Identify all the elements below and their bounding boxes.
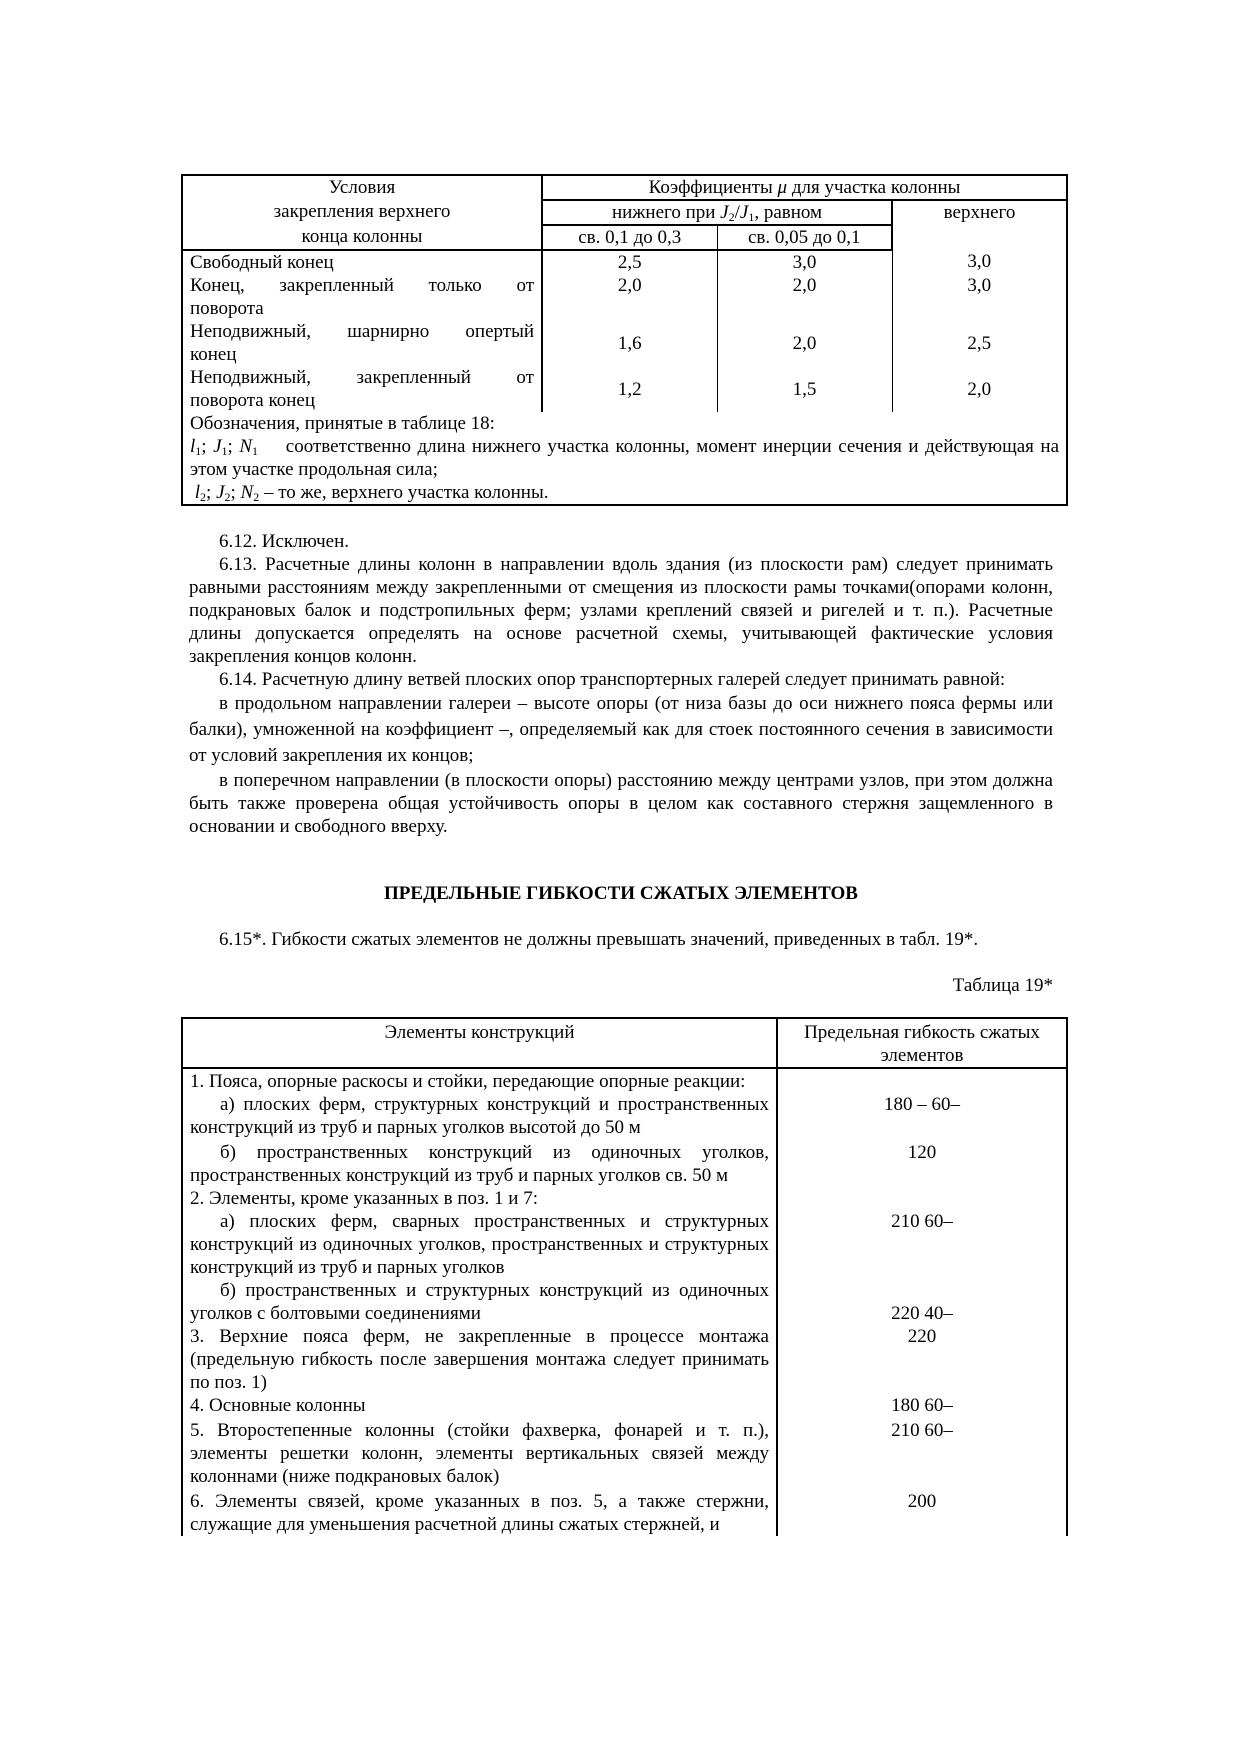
row-label: Неподвижный, шарнирно опертый конец <box>182 320 542 366</box>
table-row <box>182 1139 1067 1187</box>
body-text-2 <box>189 928 1053 951</box>
item-text: 4. Основные колонны <box>182 1394 777 1417</box>
row-label: Конец, закрепленный только от поворота <box>182 274 542 320</box>
table-row <box>182 1279 1067 1325</box>
item-value: 220 40– <box>777 1279 1067 1325</box>
table-row <box>182 320 1067 366</box>
head-sub-2: св. 0,05 до 0,1 <box>717 225 892 250</box>
table-row <box>182 1417 1067 1488</box>
row-value: 2,0 <box>542 274 717 320</box>
note-1: $l_1$; $J_1$; $N_1$ соответственно длина нижнего участка колонны, момент инерции сечения и действующая на этом участке продольная сила; <box>190 436 1060 480</box>
item-value: 180 60– <box>777 1394 1067 1417</box>
row-value: 2,0 <box>717 320 892 366</box>
table-row <box>182 1093 1067 1139</box>
section-heading: ПРЕДЕЛЬНЫЕ ГИБКОСТИ СЖАТЫХ ЭЛЕМЕНТОВ <box>384 883 858 904</box>
item-text: 3. Верхние пояса ферм, не закрепленные в процессе монтажа (предельную гибкость после завершения монтажа следует принимать по поз. 1) <box>182 1325 777 1394</box>
table-19-label: Таблица 19* <box>952 975 1053 996</box>
para-6-13: 6.13. Расчетные длины колонн в направлении вдоль здания (из плоскости рам) следует принимать равными расстояниям между закрепленными от смещения из плоскости рамы точками(опорами колонн, подкрановых балок и подстропильных ферм; узлами креплений связей и ригелей и т. п.). Расчетные длины допускается определять на основе расчетной схемы, учитывающей фактические условия закрепления концов колонн. <box>189 554 1053 667</box>
table-row <box>182 274 1067 320</box>
head-lower: нижнего при $J_2/J_1$, равном <box>542 200 892 225</box>
row-value: 1,6 <box>542 320 717 366</box>
table-row <box>182 1068 1067 1093</box>
row-label: Свободный конец <box>182 250 542 274</box>
para-6-14: 6.14. Расчетную длину ветвей плоских опор транспортерных галерей следует принимать равной: <box>219 669 1006 690</box>
item-value: 210 60– <box>777 1210 1067 1279</box>
para-6-15: 6.15*. Гибкости сжатых элементов не должны превышать значений, приведенных в табл. 19*. <box>219 929 979 950</box>
head-conditions-3: конца колонны <box>182 225 542 250</box>
row-value: 2,5 <box>892 320 1067 366</box>
item-value <box>777 1068 1067 1093</box>
table-row <box>182 1488 1067 1536</box>
note-2: $l_2$; $J_2$; $N_2$ – то же, верхнего участка колонны. <box>194 482 549 504</box>
item-text: б) пространственных конструкций из одиночных уголков, пространственных конструкций из труб и парных уголков св. 50 м <box>182 1139 777 1187</box>
row-value: 2,5 <box>542 250 717 274</box>
table-row <box>182 1325 1067 1394</box>
table-notes <box>182 412 1067 505</box>
item-text: б) пространственных и структурных конструкций из одиночных уголков с болтовыми соединениями <box>182 1279 777 1325</box>
table-row <box>182 1187 1067 1210</box>
item-value: 220 <box>777 1325 1067 1394</box>
head-upper: верхнего <box>892 200 1067 250</box>
item-text: а) плоских ферм, структурных конструкций и пространственных конструкций из труб и парных уголков высотой до 50 м <box>182 1093 777 1139</box>
item-value: 120 <box>777 1139 1067 1187</box>
item-text: а) плоских ферм, сварных пространственных и структурных конструкций из одиночных уголков, пространственных и структурных конструкций из труб и парных уголков <box>182 1210 777 1279</box>
row-value: 1,2 <box>542 366 717 412</box>
head-elements: Элементы конструкций <box>182 1018 777 1068</box>
item-value: 180 – 60– <box>777 1093 1067 1139</box>
table-18 <box>181 174 1068 506</box>
para-6-12: 6.12. Исключен. <box>219 531 349 552</box>
row-value: 3,0 <box>717 250 892 274</box>
body-text <box>189 530 1053 838</box>
mu-symbol: μ <box>777 177 788 198</box>
head-sub-1: св. 0,1 до 0,3 <box>542 225 717 250</box>
item-text: 2. Элементы, кроме указанных в поз. 1 и 7: <box>182 1187 777 1210</box>
item-text: 1. Пояса, опорные раскосы и стойки, передающие опорные реакции: <box>182 1068 777 1093</box>
item-value: 200 <box>777 1488 1067 1536</box>
head-coefficients: Коэффициенты μ для участка колонны <box>542 175 1067 200</box>
item-text: 6. Элементы связей, кроме указанных в поз. 5, а также стержни, служащие для уменьшения расчетной длины сжатых стержней, и <box>182 1488 777 1536</box>
para-6-14-a: в продольном направлении галереи – высоте опоры (от низа базы до оси нижнего пояса фермы или балки), умноженной на коэффициент –, определяемый как для стоек постоянного сечения в зависимости от условий закрепления их концов; <box>189 693 1053 766</box>
row-value: 3,0 <box>892 274 1067 320</box>
item-value <box>777 1187 1067 1210</box>
row-value: 3,0 <box>892 250 1067 274</box>
table-row <box>182 250 1067 274</box>
para-6-14-b: в поперечном направлении (в плоскости опоры) расстоянию между центрами узлов, при этом должна быть также проверена общая устойчивость опоры в целом как составного стержня защемленного в основании и свободного вверху. <box>189 770 1053 837</box>
table-row <box>182 1394 1067 1417</box>
row-value: 2,0 <box>892 366 1067 412</box>
head-conditions-2: закрепления верхнего <box>182 200 542 225</box>
item-text: 5. Второстепенные колонны (стойки фахверка, фонарей и т. п.), элементы решетки колонн, элементы вертикальных связей между колоннами (ниже подкрановых балок) <box>182 1417 777 1488</box>
row-label: Неподвижный, закрепленный от поворота конец <box>182 366 542 412</box>
head-limit: Предельная гибкость сжатых элементов <box>777 1018 1067 1068</box>
row-value: 2,0 <box>717 274 892 320</box>
table-row <box>182 366 1067 412</box>
table-row <box>182 1210 1067 1279</box>
notes-title: Обозначения, принятые в таблице 18: <box>190 413 495 434</box>
row-value: 1,5 <box>717 366 892 412</box>
head-conditions-1: Условия <box>182 175 542 200</box>
item-value: 210 60– <box>777 1417 1067 1488</box>
table-19 <box>181 1017 1068 1536</box>
